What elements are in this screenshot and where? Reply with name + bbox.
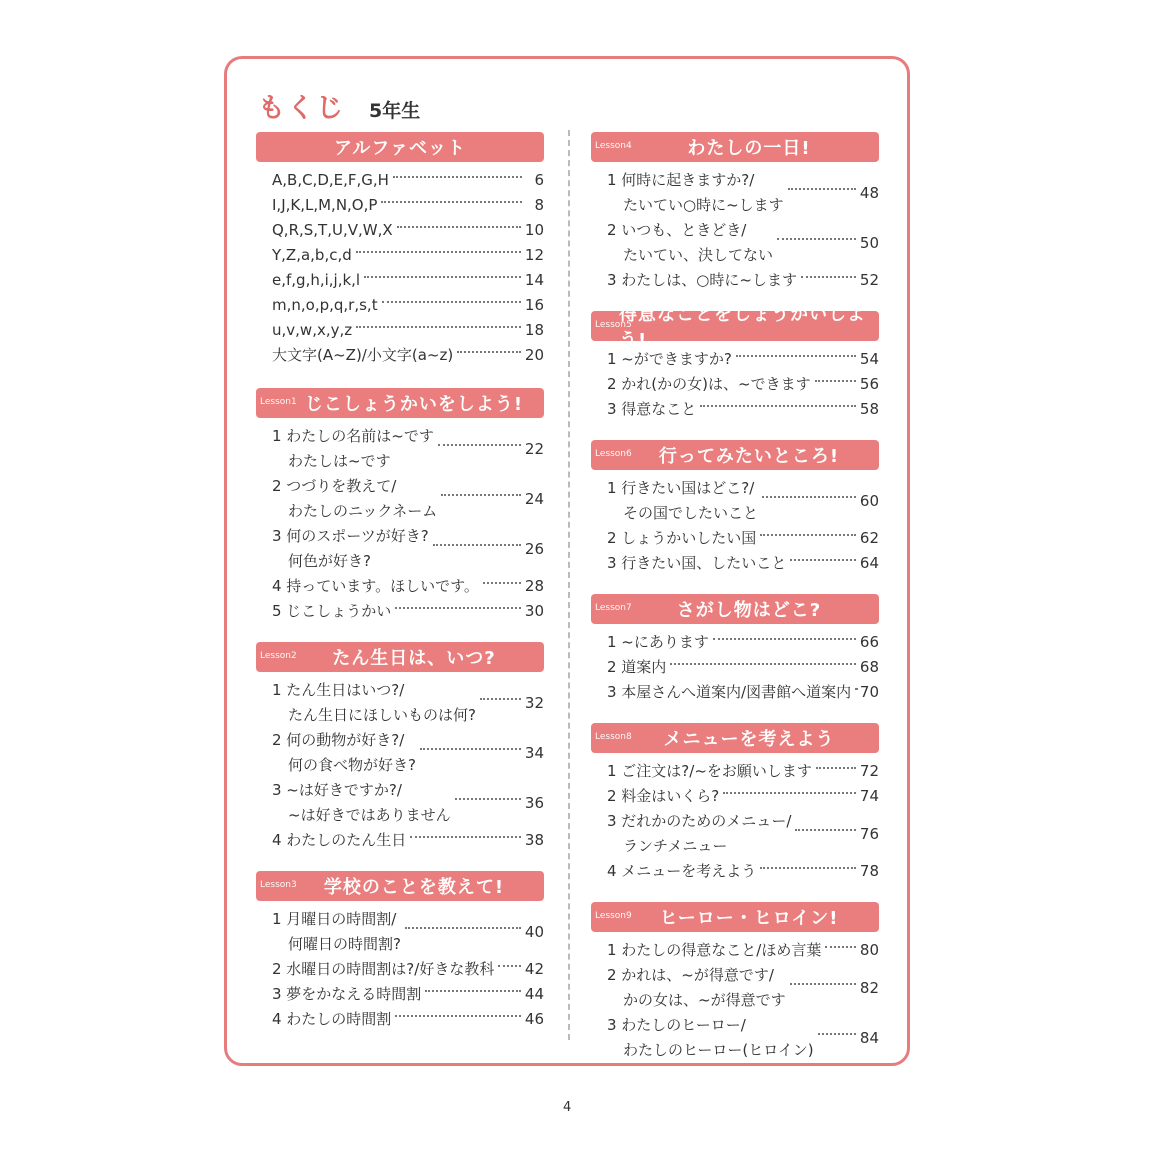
column-divider xyxy=(568,130,570,1040)
dot-leader xyxy=(855,688,856,690)
toc-section xyxy=(591,304,879,422)
entry-page-number: 84 xyxy=(859,1028,879,1047)
entry-text: 4 持っています。ほしいです。 xyxy=(272,577,479,595)
dot-leader xyxy=(425,990,521,992)
dot-leader xyxy=(457,351,521,353)
entry-text: 3 得意なこと xyxy=(607,400,697,418)
toc-items xyxy=(256,418,544,624)
entry-text: 1 何時に起きますか?/ xyxy=(607,171,755,189)
toc-section xyxy=(591,902,879,1063)
lesson-label: Lesson1 xyxy=(260,397,297,407)
dot-leader xyxy=(788,188,856,190)
entry-text: 3 本屋さんへ道案内/図書館へ道案内 xyxy=(607,683,852,701)
entry-text: 4 メニューを考えよう xyxy=(607,862,757,880)
section-banner xyxy=(256,642,544,672)
toc-items xyxy=(256,901,544,1032)
dot-leader xyxy=(670,663,856,665)
dot-leader xyxy=(760,867,856,869)
entry-text: 2 料金はいくら? xyxy=(607,787,720,805)
title-row xyxy=(258,86,421,124)
entry-text-cont: わたしは~です xyxy=(288,452,391,470)
toc-entry[interactable] xyxy=(607,655,879,680)
entry-page-number: 46 xyxy=(524,1010,544,1028)
dot-leader xyxy=(700,405,856,407)
toc-entry[interactable] xyxy=(272,524,544,574)
toc-entry[interactable] xyxy=(607,372,879,397)
entry-page-number: 16 xyxy=(524,296,544,314)
section-title: アルファベット xyxy=(334,138,466,159)
entry-page-number: 20 xyxy=(524,346,544,364)
toc-entry[interactable] xyxy=(272,599,544,624)
dot-leader xyxy=(438,444,521,446)
toc-entry[interactable] xyxy=(272,243,544,268)
entry-text: 1 ~にあります xyxy=(607,633,709,651)
entry-page-number: 68 xyxy=(859,658,879,676)
toc-entry[interactable] xyxy=(607,551,879,576)
entry-page-number: 56 xyxy=(859,375,879,393)
dot-leader xyxy=(498,965,521,967)
entry-text-cont: たいてい、決してない xyxy=(623,246,774,264)
entry-text: 3 夢をかなえる時間割 xyxy=(272,985,422,1003)
entry-page-number: 70 xyxy=(859,683,879,701)
dot-leader xyxy=(410,836,521,838)
entry-text: 2 かれは、~が得意です/ xyxy=(607,966,774,984)
section-title: 行ってみたいところ! xyxy=(658,446,840,467)
entry-text: 3 わたしのヒーロー/ xyxy=(607,1016,746,1034)
entry-text-cont: ~は好きではありません xyxy=(288,806,451,824)
section-banner xyxy=(591,440,879,470)
entry-text: 2 かれ(かの女)は、~できます xyxy=(607,375,811,393)
section-banner xyxy=(256,871,544,901)
lesson-label: Lesson8 xyxy=(595,732,632,742)
entry-page-number: 72 xyxy=(859,762,879,780)
entry-page-number: 40 xyxy=(524,922,544,941)
toc-section xyxy=(591,440,879,576)
section-banner xyxy=(591,723,879,753)
toc-section xyxy=(591,594,879,705)
entry-text: 1 行きたい国はどこ?/ xyxy=(607,479,755,497)
entry-text: 1 ~ができますか? xyxy=(607,350,732,368)
toc-entry[interactable] xyxy=(272,318,544,343)
dot-leader xyxy=(816,767,856,769)
toc-entry[interactable] xyxy=(607,963,879,1013)
entry-page-number: 24 xyxy=(524,489,544,508)
dot-leader xyxy=(433,544,521,546)
section-banner xyxy=(591,594,879,624)
entry-page-number: 26 xyxy=(524,539,544,558)
dot-leader xyxy=(760,534,856,536)
entry-page-number: 66 xyxy=(859,633,879,651)
section-banner xyxy=(591,132,879,162)
dot-leader xyxy=(397,226,521,228)
entry-text: 1 わたしの名前は~です xyxy=(272,427,434,445)
toc-entry[interactable] xyxy=(607,1013,879,1063)
entry-page-number: 28 xyxy=(524,577,544,595)
entry-page-number: 78 xyxy=(859,862,879,880)
entry-page-number: 60 xyxy=(859,491,879,510)
entry-text-cont: 何色が好き? xyxy=(288,552,371,570)
entry-page-number: 8 xyxy=(534,196,544,214)
entry-page-number: 54 xyxy=(859,350,879,368)
toc-entry[interactable] xyxy=(272,268,544,293)
entry-text: 4 わたしの時間割 xyxy=(272,1010,392,1028)
page-title: もくじ xyxy=(258,93,345,124)
dot-leader xyxy=(790,559,856,561)
toc-entry[interactable] xyxy=(272,728,544,778)
section-banner xyxy=(591,902,879,932)
section-banner xyxy=(591,304,879,351)
section-title: わたしの一日! xyxy=(687,138,811,159)
entry-page-number: 32 xyxy=(524,693,544,712)
entry-page-number: 82 xyxy=(859,978,879,997)
section-banner xyxy=(256,388,544,418)
dot-leader xyxy=(825,946,856,948)
entry-text: 2 しょうかいしたい国 xyxy=(607,529,757,547)
toc-entry[interactable] xyxy=(272,343,544,368)
dot-leader xyxy=(777,238,856,240)
toc-entry[interactable] xyxy=(272,778,544,828)
toc-entry[interactable] xyxy=(272,168,544,193)
entry-text: 3 ~は好きですか?/ xyxy=(272,781,402,799)
dot-leader xyxy=(382,301,521,303)
dot-leader xyxy=(405,927,521,929)
entry-text-cont: わたしのニックネーム xyxy=(288,502,438,520)
entry-page-number: 18 xyxy=(524,321,544,339)
toc-entry[interactable] xyxy=(607,680,879,705)
entry-page-number: 10 xyxy=(524,221,544,239)
lesson-label: Lesson2 xyxy=(260,651,297,661)
toc-section xyxy=(256,642,544,853)
grade-label: 5年生 xyxy=(369,100,421,122)
dot-leader xyxy=(395,1015,521,1017)
toc-entry[interactable] xyxy=(272,293,544,318)
entry-page-number: 62 xyxy=(859,529,879,547)
dot-leader xyxy=(483,582,521,584)
entry-text: m,n,o,p,q,r,s,t xyxy=(272,296,378,314)
toc-entry[interactable] xyxy=(607,268,879,293)
entry-text: Q,R,S,T,U,V,W,X xyxy=(272,221,393,239)
toc-entry[interactable] xyxy=(272,678,544,728)
toc-entry[interactable] xyxy=(607,526,879,551)
entry-text: 2 いつも、ときどき/ xyxy=(607,221,747,239)
entry-text: e,f,g,h,i,j,k,l xyxy=(272,271,361,289)
entry-text-cont: かの女は、~が得意です xyxy=(623,991,786,1009)
entry-text: 3 わたしは、○時に~します xyxy=(607,271,797,289)
toc-entry[interactable] xyxy=(607,809,879,859)
entry-text: 2 何の動物が好き?/ xyxy=(272,731,405,749)
section-title: ヒーロー・ヒロイン! xyxy=(659,908,839,929)
toc-items xyxy=(591,624,879,705)
entry-text: 1 たん生日はいつ?/ xyxy=(272,681,405,699)
lesson-label: Lesson7 xyxy=(595,603,632,613)
dot-leader xyxy=(762,496,856,498)
entry-page-number: 80 xyxy=(859,941,879,959)
toc-entry[interactable] xyxy=(272,982,544,1007)
toc-entry[interactable] xyxy=(607,759,879,784)
dot-leader xyxy=(815,380,856,382)
toc-items xyxy=(591,341,879,422)
entry-text: 2 道案内 xyxy=(607,658,667,676)
toc-entry[interactable] xyxy=(272,828,544,853)
toc-entry[interactable] xyxy=(607,476,879,526)
entry-page-number: 22 xyxy=(524,439,544,458)
dot-leader xyxy=(713,638,856,640)
dot-leader xyxy=(356,326,521,328)
entry-text: 2 つづりを教えて/ xyxy=(272,477,397,495)
entry-text: 1 月曜日の時間割/ xyxy=(272,910,397,928)
entry-page-number: 42 xyxy=(524,960,544,978)
entry-page-number: 64 xyxy=(859,554,879,572)
right-column xyxy=(591,132,879,1063)
toc-section xyxy=(591,132,879,293)
lesson-label: Lesson4 xyxy=(595,141,632,151)
section-title: メニューを考えよう xyxy=(663,729,835,750)
dot-leader xyxy=(736,355,856,357)
entry-page-number: 14 xyxy=(524,271,544,289)
section-title: じこしょうかいをしよう! xyxy=(304,394,524,415)
entry-text: u,v,w,x,y,z xyxy=(272,321,353,339)
entry-text-cont: わたしのヒーロー(ヒロイン) xyxy=(623,1041,814,1059)
toc-entry[interactable] xyxy=(607,859,879,884)
dot-leader xyxy=(364,276,521,278)
entry-page-number: 76 xyxy=(859,824,879,843)
toc-entry[interactable] xyxy=(607,784,879,809)
toc-entry[interactable] xyxy=(272,574,544,599)
toc-entry[interactable] xyxy=(607,938,879,963)
section-banner xyxy=(256,132,544,162)
entry-text-cont: たいてい○時に~します xyxy=(623,196,784,214)
dot-leader xyxy=(818,1033,856,1035)
entry-text: 3 行きたい国、したいこと xyxy=(607,554,787,572)
toc-entry[interactable] xyxy=(607,630,879,655)
entry-text-cont: 何の食べ物が好き? xyxy=(288,756,416,774)
entry-text: 3 だれかのためのメニュー/ xyxy=(607,812,792,830)
lesson-label: Lesson6 xyxy=(595,449,632,459)
entry-page-number: 74 xyxy=(859,787,879,805)
section-title: 学校のことを教えて! xyxy=(323,877,505,898)
entry-page-number: 52 xyxy=(859,271,879,289)
entry-text: I,J,K,L,M,N,O,P xyxy=(272,196,378,214)
dot-leader xyxy=(356,251,521,253)
toc-section xyxy=(591,723,879,884)
entry-text: Y,Z,a,b,c,d xyxy=(272,246,352,264)
toc-items xyxy=(591,470,879,576)
entry-page-number: 58 xyxy=(859,400,879,418)
entry-text-cont: その国でしたいこと xyxy=(623,504,759,522)
lesson-label: Lesson3 xyxy=(260,880,297,890)
entry-text-cont: 何曜日の時間割? xyxy=(288,935,401,953)
toc-section xyxy=(256,388,544,624)
page-number: 4 xyxy=(563,1100,572,1115)
entry-page-number: 50 xyxy=(859,233,879,252)
entry-text: 1 わたしの得意なこと/ほめ言葉 xyxy=(607,941,822,959)
entry-text: A,B,C,D,E,F,G,H xyxy=(272,171,389,189)
dot-leader xyxy=(795,829,856,831)
dot-leader xyxy=(455,798,521,800)
dot-leader xyxy=(420,748,521,750)
toc-section xyxy=(256,871,544,1032)
toc-entry[interactable] xyxy=(272,1007,544,1032)
toc-items xyxy=(256,162,544,368)
entry-text: 5 じこしょうかい xyxy=(272,602,392,620)
entry-page-number: 34 xyxy=(524,743,544,762)
dot-leader xyxy=(393,176,522,178)
entry-text-cont: ランチメニュー xyxy=(623,837,728,855)
entry-page-number: 30 xyxy=(524,602,544,620)
entry-text: 3 何のスポーツが好き? xyxy=(272,527,429,545)
dot-leader xyxy=(480,698,521,700)
toc-entry[interactable] xyxy=(272,193,544,218)
toc-entry[interactable] xyxy=(607,397,879,422)
entry-text: 4 わたしのたん生日 xyxy=(272,831,407,849)
dot-leader xyxy=(381,201,522,203)
toc-entry[interactable] xyxy=(272,474,544,524)
section-title: 得意なことをしょうかいしよう! xyxy=(619,304,866,351)
dot-leader xyxy=(790,983,856,985)
toc-items xyxy=(256,672,544,853)
left-column xyxy=(256,132,544,1032)
section-title: さがし物はどこ? xyxy=(676,600,822,621)
toc-items xyxy=(591,932,879,1063)
lesson-label: Lesson9 xyxy=(595,911,632,921)
section-title: たん生日は、いつ? xyxy=(332,648,496,669)
toc-section xyxy=(256,132,544,368)
entry-text: 1 ご注文は?/~をお願いします xyxy=(607,762,812,780)
entry-page-number: 48 xyxy=(859,183,879,202)
entry-page-number: 6 xyxy=(534,171,544,189)
toc-entry[interactable] xyxy=(272,218,544,243)
entry-text: 大文字(A~Z)/小文字(a~z) xyxy=(272,346,454,364)
dot-leader xyxy=(395,607,521,609)
toc-entry[interactable] xyxy=(607,168,879,218)
dot-leader xyxy=(723,792,856,794)
entry-text: 2 水曜日の時間割は?/好きな教科 xyxy=(272,960,495,978)
toc-entry[interactable] xyxy=(272,907,544,957)
toc-entry[interactable] xyxy=(607,218,879,268)
dot-leader xyxy=(441,494,521,496)
toc-entry[interactable] xyxy=(272,424,544,474)
toc-items xyxy=(591,162,879,293)
toc-items xyxy=(591,753,879,884)
dot-leader xyxy=(801,276,856,278)
toc-entry[interactable] xyxy=(272,957,544,982)
lesson-label: Lesson5 xyxy=(595,320,632,330)
entry-page-number: 12 xyxy=(524,246,544,264)
entry-page-number: 44 xyxy=(524,985,544,1003)
entry-page-number: 38 xyxy=(524,831,544,849)
entry-text-cont: たん生日にほしいものは何? xyxy=(288,706,476,724)
entry-page-number: 36 xyxy=(524,793,544,812)
